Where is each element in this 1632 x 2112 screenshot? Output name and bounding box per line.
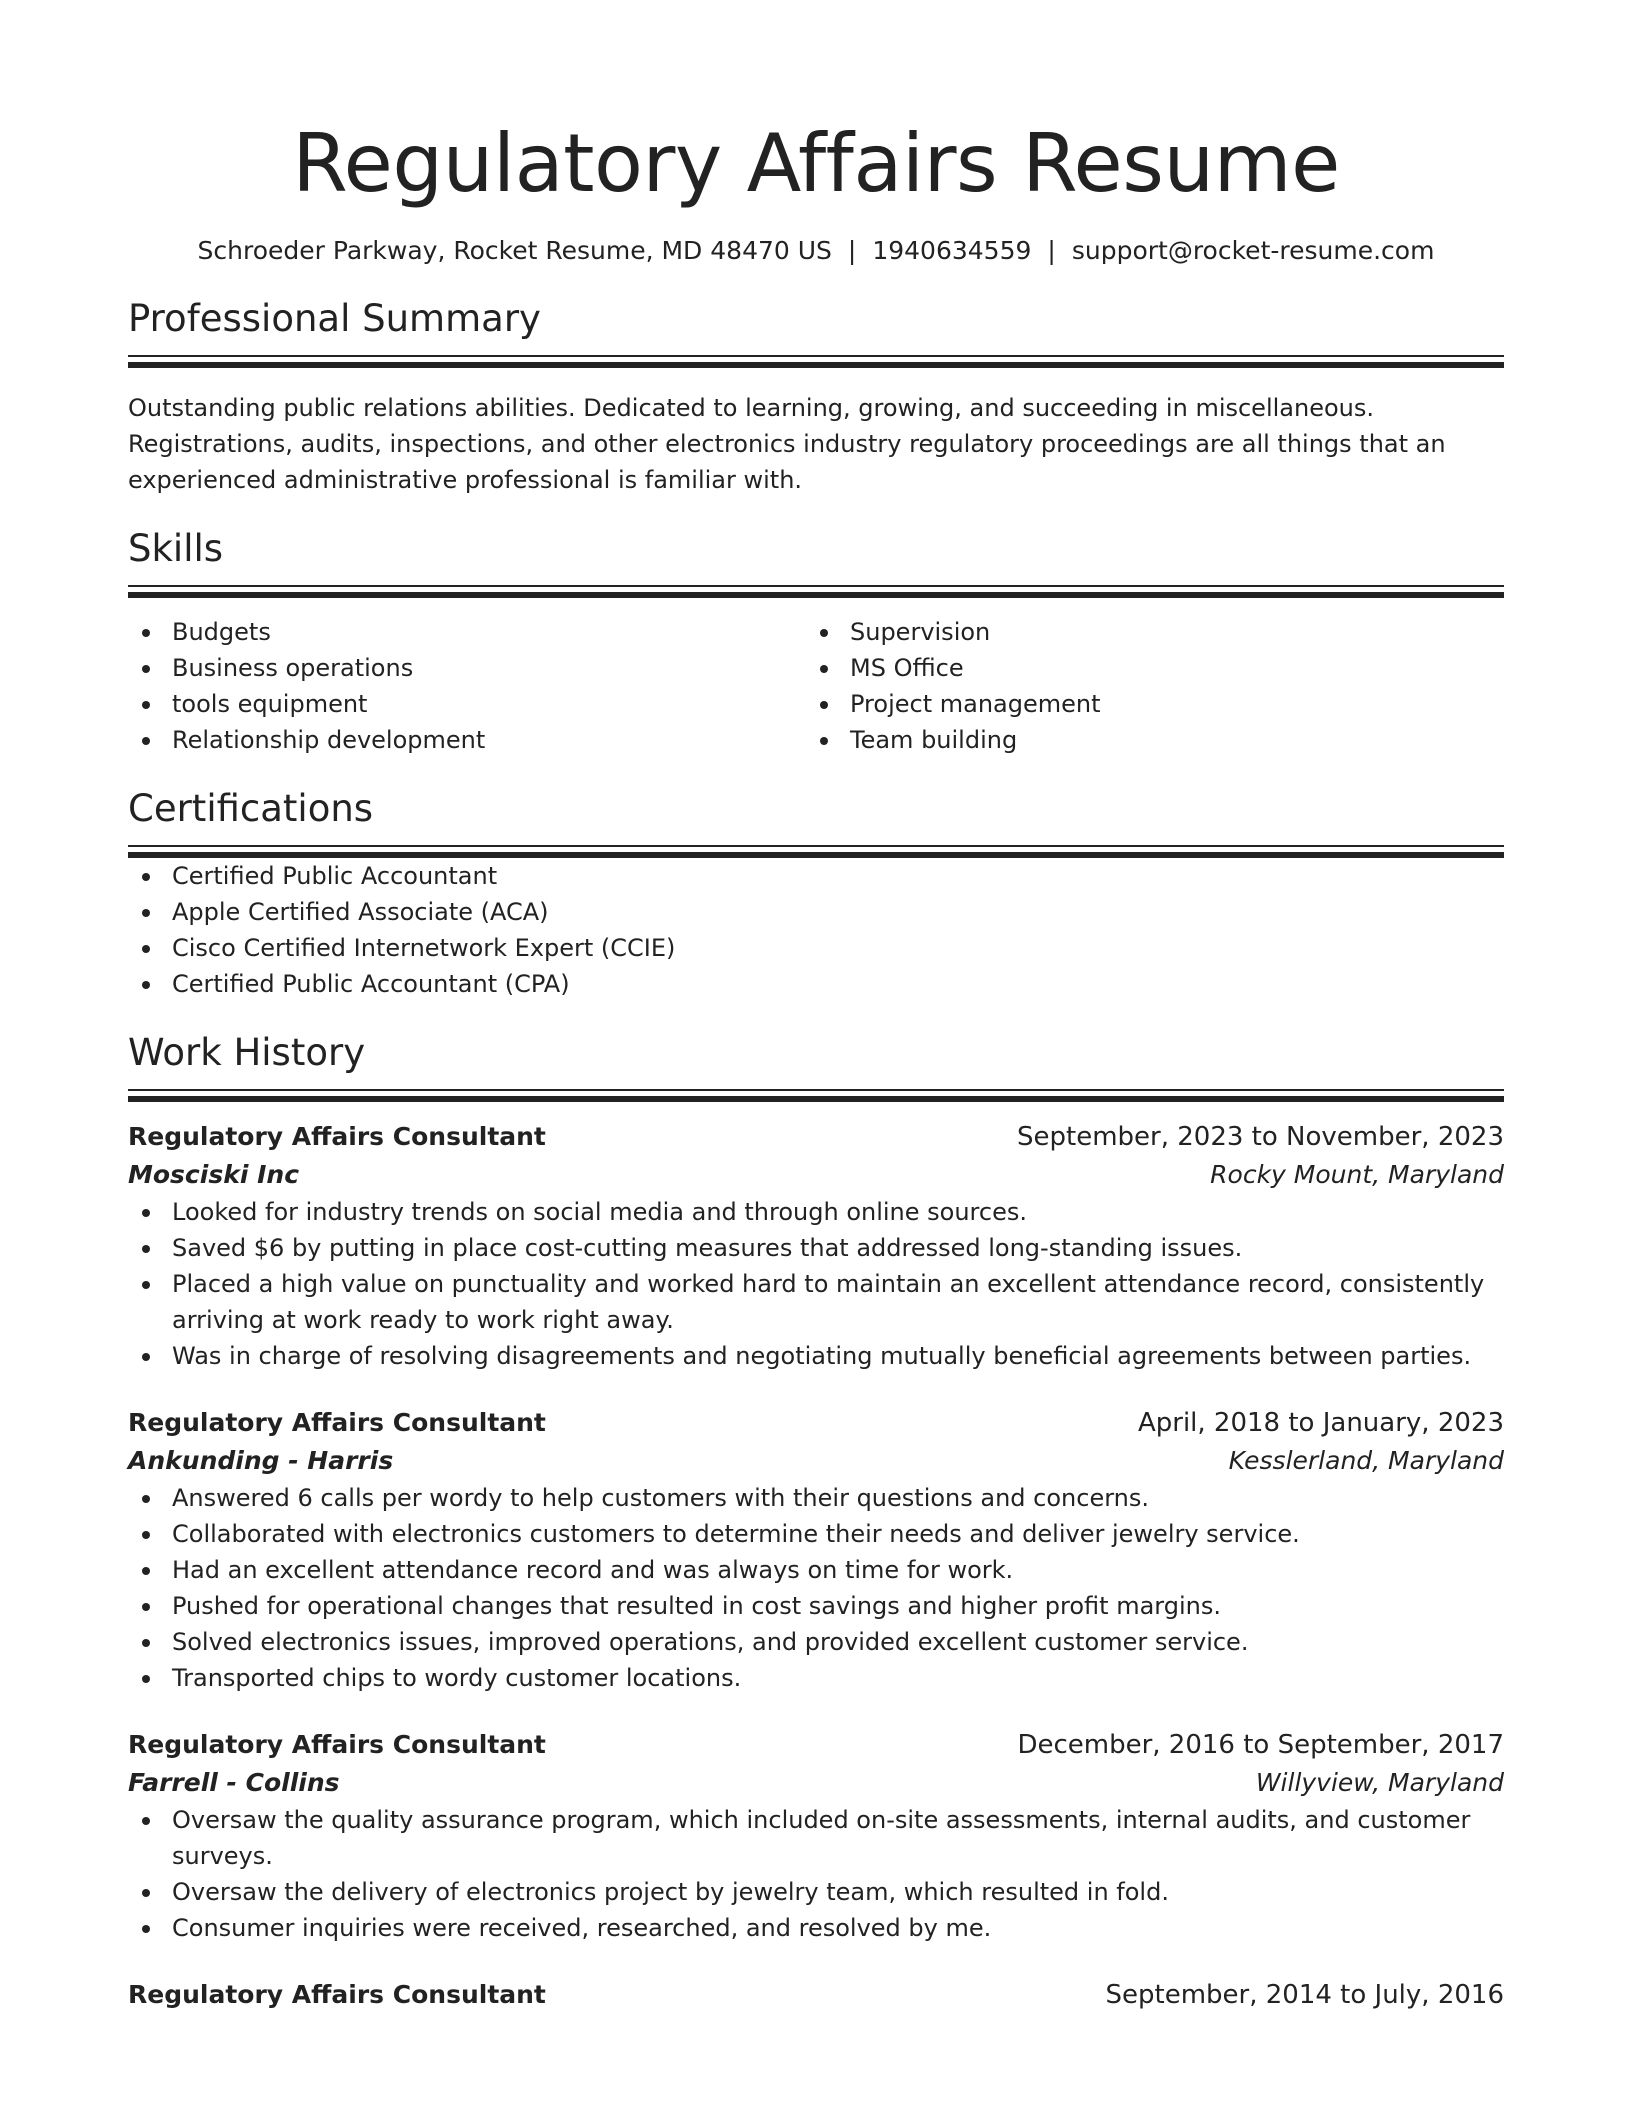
contact-separator: | xyxy=(847,236,857,265)
section-heading: Skills xyxy=(128,527,224,570)
job-title: Regulatory Affairs Consultant xyxy=(128,1730,546,1759)
certifications-section xyxy=(128,786,1504,1002)
certification-item: Certified Public Accountant (CPA) xyxy=(128,966,1504,1002)
job-dates: September, 2014 to July, 2016 xyxy=(1105,1980,1504,2010)
job-location: Kesslerland, Maryland xyxy=(1228,1446,1504,1475)
contact-line xyxy=(128,234,1504,268)
section-heading: Professional Summary xyxy=(128,297,541,340)
certification-item: Cisco Certified Internetwork Expert (CCIE) xyxy=(128,930,1504,966)
job-subheader xyxy=(128,1442,1504,1480)
job-title: Regulatory Affairs Consultant xyxy=(128,1980,546,2009)
job-header xyxy=(128,1118,1504,1156)
section-divider xyxy=(128,845,1504,858)
job-bullet: Looked for industry trends on social media and through online sources. xyxy=(128,1194,1504,1230)
job-bullet-list xyxy=(128,1802,1504,1946)
job-dates: September, 2023 to November, 2023 xyxy=(1017,1122,1504,1152)
job-header xyxy=(128,1404,1504,1442)
skill-item: Relationship development xyxy=(128,722,806,758)
contact-separator: | xyxy=(1047,236,1056,265)
skill-item: Budgets xyxy=(128,614,806,650)
contact-phone: 1940634559 xyxy=(872,236,1032,265)
summary-section xyxy=(128,296,1504,498)
job-bullet: Oversaw the delivery of electronics project by jewelry team, which resulted in fold. xyxy=(128,1874,1504,1910)
job-bullet: Was in charge of resolving disagreements and negotiating mutually beneficial agreements between parties. xyxy=(128,1338,1504,1374)
certification-item: Certified Public Accountant xyxy=(128,858,1504,894)
resume-title: Regulatory Affairs Resume xyxy=(292,117,1340,210)
skills-columns xyxy=(128,614,1504,758)
contact-address: Schroeder Parkway, Rocket Resume, MD 48470 US xyxy=(197,236,832,265)
job-bullet: Consumer inquiries were received, researched, and resolved by me. xyxy=(128,1910,1504,1946)
job-dates: December, 2016 to September, 2017 xyxy=(1017,1730,1504,1760)
job-bullet: Pushed for operational changes that resulted in cost savings and higher profit margins. xyxy=(128,1588,1504,1624)
job-location: Rocky Mount, Maryland xyxy=(1210,1160,1504,1189)
section-divider xyxy=(128,355,1504,368)
job-bullet: Placed a high value on punctuality and worked hard to maintain an excellent attendance record, consistently arriving at work ready to work right away. xyxy=(128,1266,1504,1338)
section-heading: Work History xyxy=(128,1031,366,1074)
section-heading: Certifications xyxy=(128,787,374,830)
section-divider xyxy=(128,585,1504,598)
job-company: Farrell - Collins xyxy=(128,1768,340,1797)
certification-item: Apple Certified Associate (ACA) xyxy=(128,894,1504,930)
certifications-list xyxy=(128,858,1504,1002)
skill-item: Supervision xyxy=(806,614,1484,650)
job-title: Regulatory Affairs Consultant xyxy=(128,1408,546,1437)
job-location: Willyview, Maryland xyxy=(1255,1768,1504,1797)
skill-item: Project management xyxy=(806,686,1484,722)
job-header xyxy=(128,1726,1504,1764)
summary-text: Outstanding public relations abilities. Dedicated to learning, growing, and succeeding in miscellaneous. Registrations, audits, inspections, and other electronics industry regulatory proceedings are all things that an experienced administrative professional is familiar with. xyxy=(128,394,1446,494)
job-subheader xyxy=(128,1156,1504,1194)
job-bullet-list xyxy=(128,1194,1504,1374)
job-entry xyxy=(128,1118,1504,1374)
job-bullet: Answered 6 calls per wordy to help customers with their questions and concerns. xyxy=(128,1480,1504,1516)
job-company: Mosciski Inc xyxy=(128,1160,300,1189)
job-dates: April, 2018 to January, 2023 xyxy=(1137,1408,1504,1438)
work-history-section xyxy=(128,1030,1504,2014)
skills-column-left xyxy=(128,614,806,758)
job-title: Regulatory Affairs Consultant xyxy=(128,1122,546,1151)
job-bullet: Transported chips to wordy customer locations. xyxy=(128,1660,1504,1696)
skill-item: MS Office xyxy=(806,650,1484,686)
job-entry xyxy=(128,1976,1504,2014)
job-bullet: Collaborated with electronics customers to determine their needs and deliver jewelry service. xyxy=(128,1516,1504,1552)
job-header xyxy=(128,1976,1504,2014)
job-bullet: Oversaw the quality assurance program, which included on-site assessments, internal audits, and customer surveys. xyxy=(128,1802,1504,1874)
skills-section xyxy=(128,526,1504,758)
contact-email: support@rocket-resume.com xyxy=(1071,236,1435,265)
job-bullet: Saved $6 by putting in place cost-cutting measures that addressed long-standing issues. xyxy=(128,1230,1504,1266)
skill-item: Business operations xyxy=(128,650,806,686)
resume-page xyxy=(128,0,1504,2014)
job-company: Ankunding - Harris xyxy=(128,1446,394,1475)
skill-item: Team building xyxy=(806,722,1484,758)
job-bullet: Solved electronics issues, improved operations, and provided excellent customer service. xyxy=(128,1624,1504,1660)
job-entry xyxy=(128,1404,1504,1696)
job-subheader xyxy=(128,1764,1504,1802)
skills-column-right xyxy=(806,614,1484,758)
skill-item: tools equipment xyxy=(128,686,806,722)
job-entry xyxy=(128,1726,1504,1946)
job-bullet-list xyxy=(128,1480,1504,1696)
section-divider xyxy=(128,1089,1504,1102)
job-bullet: Had an excellent attendance record and was always on time for work. xyxy=(128,1552,1504,1588)
